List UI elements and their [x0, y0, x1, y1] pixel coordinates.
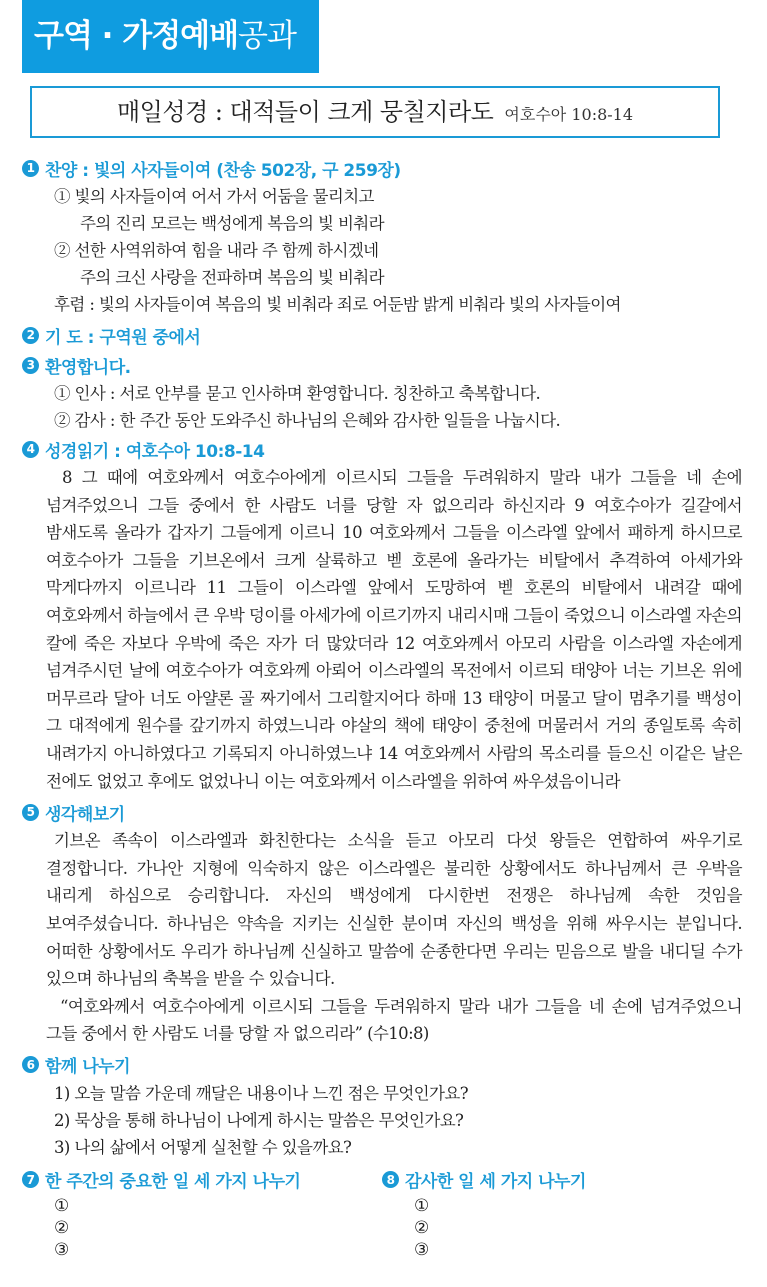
section-title: 찬양 : 빛의 사자들이여 (찬송 502장, 구 259장) [45, 160, 401, 181]
welcome-line: ② 감사 : 한 주간 동안 도와주신 하나님의 은혜와 감사한 일들을 나눕시다. [54, 411, 561, 430]
section-title: 한 주간의 중요한 일 세 가지 나누기 [45, 1172, 301, 1193]
lesson-title: 매일성경 : 대적들이 크게 뭉칠지라도 [116, 98, 494, 126]
section-number: 7 [22, 1171, 39, 1188]
blank-item: ① [414, 1195, 430, 1216]
thanks-column [382, 1165, 742, 1261]
discussion-question: 2) 묵상을 통해 하나님이 나에게 하시는 말씀은 무엇인가요? [54, 1110, 464, 1130]
section-number: 8 [382, 1171, 399, 1188]
section-number: 5 [22, 804, 39, 821]
lesson-content [22, 153, 742, 1261]
section-8-heading [382, 1165, 742, 1195]
section-title: 환영합니다. [45, 357, 131, 378]
section-title: 함께 나누기 [45, 1057, 131, 1078]
section-title: 생각해보기 [45, 804, 125, 825]
section-number: 3 [22, 357, 39, 374]
scripture-body: 8 그 때에 여호와께서 여호수아에게 이르시되 그들을 두려워하지 말라 내가 그들을 네 손에 넘겨주었으니 그들 중에서 한 사람도 너를 당할 자 없으리라 하신지라 9 여호수아가 길갈에서 밤새도록 올라가 갑자기 그들에게 이르니 10 여호와께서 그들을 이스라엘 앞에서 패하게 하시므로 여호수아가 그들을 기브온에서 크게 살륙하고 벧 호론에 올라가는 비탈에서 추격하여 아세가와 막게다까지 이르니라 11 그들이 이스라엘 앞에서 도망하여 벧 호론의 비탈에서 내려갈 때에 여호와께서 하늘에서 큰 우박 덩이를 아세가에 이르기까지 내리시매 그들이 죽었으니 이스라엘 자손의 칼에 죽은 자보다 우박에 죽은 자가 더 많았더라 12 여호와께서 아모리 사람을 이스라엘 자손에게 넘겨주시던 날에 여호수아가 여호와께 아뢰어 이스라엘의 목전에서 이르되 태양아 너는 기브온 위에 머무르라 달아 너도 아얄론 골 짜기에서 그리할지어다 하매 13 태양이 머물고 달이 멈추기를 백성이 그 대적에게 원수를 갚기까지 하였느니라 야살의 책에 태양이 중천에 머물러서 거의 종일토록 속히 내려가지 아니하였다고 기록되지 아니하였느냐 14 여호와께서 사람의 목소리를 들으신 이같은 날은 전에도 없었고 후에도 없었나니 이는 여호와께서 이스라엘을 위하여 싸우셨음이니라 [46, 468, 742, 791]
reflection-text [22, 827, 742, 993]
blank-item: ② [414, 1217, 430, 1238]
sharing-columns [22, 1165, 742, 1261]
hymn-line: 주의 진리 모르는 백성에게 복음의 빛 비춰라 [80, 214, 384, 233]
welcome-line: ① 인사 : 서로 안부를 묻고 인사하며 환영합니다. 칭찬하고 축복합니다. [54, 384, 541, 403]
section-1-heading [22, 153, 742, 183]
reflection-quote [22, 993, 742, 1048]
blank-item: ③ [414, 1239, 430, 1260]
section-6-heading [22, 1050, 742, 1080]
weekly-events-column [22, 1165, 382, 1261]
reflection-body: 기브온 족속이 이스라엘과 화친한다는 소식을 듣고 아모리 다섯 왕들은 연합하여 싸우기로 결정합니다. 가나안 지형에 익숙하지 않은 이스라엘은 불리한 상황에서도 하나님께서 큰 우박을 내리게 하심으로 승리합니다. 자신의 백성에게 다시한번 전쟁은 하나님께 속한 것임을 보여주셨습니다. 하나님은 약속을 지키는 신실한 분이며 자신의 백성을 위해 싸우시는 분입니다. 어떠한 상황에서도 우리가 하나님께 신실하고 말씀에 순종한다면 우리는 믿음으로 발을 내디딜 수가 있으며 하나님의 축복을 받을 수 있습니다. [46, 831, 742, 989]
section-title: 성경읽기 : 여호수아 10:8-14 [45, 441, 265, 462]
blank-item: ③ [54, 1239, 70, 1260]
banner-title: 구역 · 가정예배 [34, 18, 239, 54]
quote-body: “여호와께서 여호수아에게 이르시되 그들을 두려워하지 말라 내가 그들을 네 손에 넘겨주었으니 그들 중에서 한 사람도 너를 당할 자 없으리라” (수10:8) [46, 996, 742, 1044]
lesson-reference: 여호수아 10:8-14 [504, 105, 634, 124]
lesson-title-box [30, 86, 720, 138]
discussion-question: 3) 나의 삶에서 어떻게 실천할 수 있을까요? [54, 1137, 352, 1157]
discussion-question: 1) 오늘 말씀 가운데 깨달은 내용이나 느낀 점은 무엇인가요? [54, 1083, 468, 1103]
section-4-heading [22, 434, 742, 464]
banner [22, 0, 319, 73]
section-title: 감사한 일 세 가지 나누기 [405, 1172, 586, 1193]
blank-item: ① [54, 1195, 70, 1216]
hymn-line: ① 빛의 사자들이여 어서 가서 어둠을 물리치고 [54, 187, 374, 206]
section-title: 기 도 : 구역원 중에서 [45, 327, 201, 348]
section-number: 6 [22, 1056, 39, 1073]
blank-item: ② [54, 1217, 70, 1238]
hymn-refrain: 후렴 : 빛의 사자들이여 복음의 빛 비춰라 죄로 어둔밤 밝게 비춰라 빛의 사자들이여 [54, 295, 621, 314]
section-3-heading [22, 350, 742, 380]
hymn-line: ② 선한 사역위하여 힘을 내라 주 함께 하시겠네 [54, 241, 379, 260]
banner-subtitle: 공과 [238, 18, 296, 54]
hymn-line: 주의 크신 사랑을 전파하며 복음의 빛 비춰라 [80, 268, 384, 287]
section-2-heading [22, 320, 742, 350]
section-number: 2 [22, 327, 39, 344]
scripture-text [22, 464, 742, 795]
section-5-heading [22, 797, 742, 827]
section-number: 4 [22, 441, 39, 458]
section-number: 1 [22, 160, 39, 177]
section-7-heading [22, 1165, 382, 1195]
